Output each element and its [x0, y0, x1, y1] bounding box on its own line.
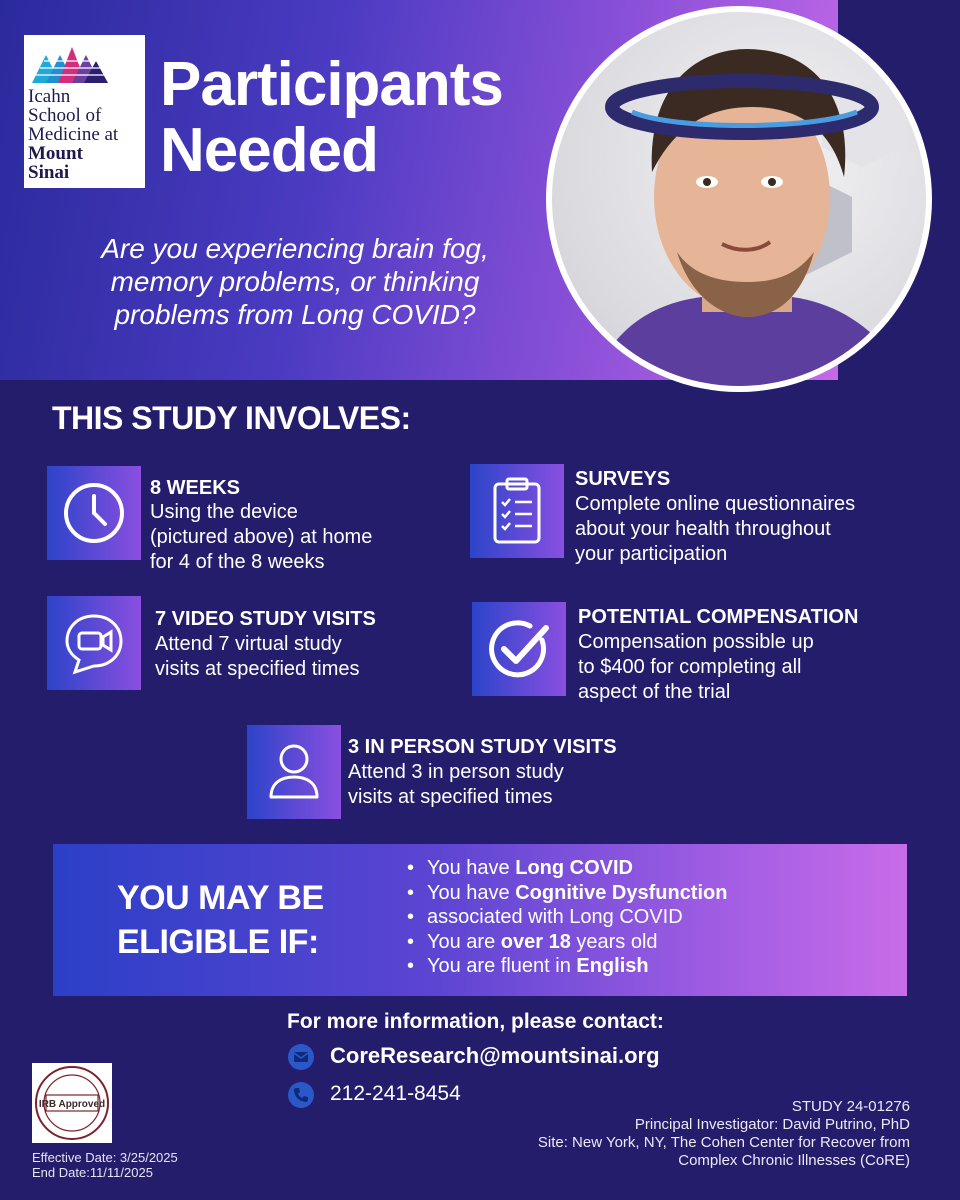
criterion-text: associated with Long COVID: [427, 906, 683, 928]
eligibility-title-line: ELIGIBLE IF:: [117, 923, 319, 961]
item-text-line: Attend 3 in person study: [348, 761, 564, 783]
criterion-text: You are: [427, 930, 501, 953]
criterion-bold: English: [576, 955, 649, 977]
item-icon-box: [47, 466, 141, 560]
study-info: [490, 1098, 910, 1170]
person-icon: [247, 725, 341, 819]
logo-line: Icahn: [28, 86, 71, 107]
item-text-line: Using the device: [150, 501, 298, 523]
logo-line: School of: [28, 105, 102, 126]
email-icon: [288, 1044, 314, 1070]
principal-investigator: Principal Investigator: David Putrino, PhD: [634, 1116, 910, 1133]
irb-approved-seal: [32, 1063, 112, 1143]
logo-line: Mount: [28, 143, 83, 164]
criterion-text: You are fluent in: [427, 955, 577, 977]
effective-date: Effective Date: 3/25/2025: [32, 1150, 178, 1165]
mount-sinai-logo: [24, 35, 145, 188]
logo-line: Sinai: [28, 162, 70, 183]
item-text-line: Complete online questionnaires: [575, 493, 856, 515]
item-icon-box: [47, 596, 141, 690]
eligibility-list: [405, 856, 727, 979]
item-text-line: (pictured above) at home: [150, 526, 373, 548]
item-icon-box: [470, 464, 564, 558]
logo-triangles-icon: [32, 41, 112, 85]
logo-wordmark: [28, 87, 118, 182]
item-title: POTENTIAL COMPENSATION: [578, 606, 859, 628]
list-item: [405, 905, 727, 930]
study-site: Site: New York, NY, The Cohen Center for Recover from: [537, 1134, 910, 1151]
eligibility-panel: [53, 844, 907, 996]
eligibility-title: [117, 876, 324, 964]
item-text-line: Compensation possible up: [578, 631, 814, 653]
item-icon-box: [472, 602, 566, 696]
item-text-line: your participation: [575, 543, 728, 565]
end-date: End Date:11/11/2025: [32, 1165, 153, 1180]
logo-line: Medicine at: [28, 124, 119, 145]
list-item: [405, 856, 727, 881]
contact-email-link[interactable]: CoreResearch@mountsinai.org: [330, 1043, 660, 1068]
criterion-text: years old: [570, 930, 658, 953]
criterion-bold: over 18: [500, 930, 571, 953]
criterion-bold: Long COVID: [515, 857, 633, 879]
item-text-line: for 4 of the 8 weeks: [150, 551, 325, 573]
seal-label: IRB Approved: [38, 1099, 106, 1110]
page-title: [160, 52, 503, 184]
contact-heading: For more information, please contact:: [287, 1010, 664, 1033]
title-line: Participants: [160, 50, 503, 119]
study-number: STUDY 24-01276: [791, 1098, 910, 1115]
clock-icon: [47, 466, 141, 560]
item-title: 7 VIDEO STUDY VISITS: [155, 608, 376, 630]
intro-question: Are you experiencing brain fog, memory problems, or thinking problems from Long COVID?: [101, 233, 489, 330]
criterion-bold: Cognitive Dysfunction: [515, 881, 728, 904]
item-icon-box: [247, 725, 341, 819]
item-title: SURVEYS: [575, 468, 671, 490]
list-item: [405, 881, 727, 906]
contact-phone-link[interactable]: 212-241-8454: [330, 1082, 461, 1105]
criterion-text: You have: [427, 881, 516, 904]
item-text-line: Attend 7 virtual study: [155, 633, 342, 655]
item-text-line: aspect of the trial: [578, 681, 731, 703]
participant-photo: [552, 12, 926, 386]
title-line: Needed: [160, 116, 378, 185]
video-call-icon: [47, 596, 141, 690]
item-text-line: about your health throughout: [575, 518, 831, 540]
item-text-line: to $400 for completing all: [578, 656, 802, 678]
study-site: Complex Chronic Illnesses (CoRE): [678, 1152, 910, 1169]
checkmark-circle-icon: [472, 602, 566, 696]
clipboard-checklist-icon: [470, 464, 564, 558]
item-text-line: visits at specified times: [348, 786, 553, 808]
criterion-text: You have: [427, 857, 516, 879]
list-item: [405, 954, 727, 979]
item-title: 8 WEEKS: [150, 477, 241, 499]
list-item: [405, 930, 727, 955]
item-title: 3 IN PERSON STUDY VISITS: [348, 736, 617, 758]
date-info: [32, 1150, 178, 1180]
study-heading: THIS STUDY INVOLVES:: [52, 400, 411, 436]
phone-icon: [288, 1082, 314, 1108]
eligibility-title-line: YOU MAY BE: [117, 879, 324, 917]
item-text-line: visits at specified times: [155, 658, 360, 680]
